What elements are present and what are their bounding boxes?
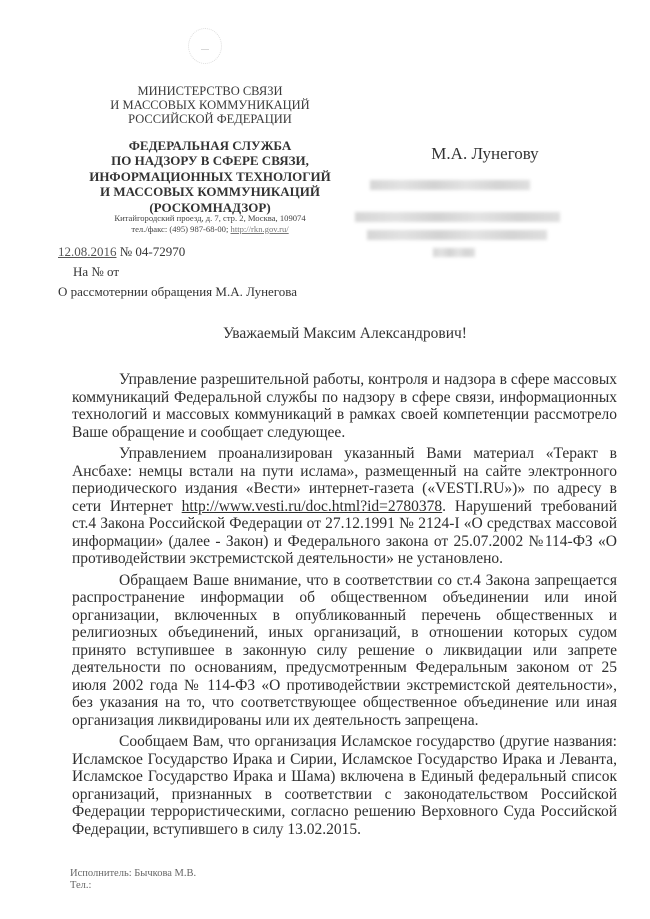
article-link[interactable]: http://www.vesti.ru/doc.html?id=2780378	[181, 497, 443, 515]
redacted-address-line	[355, 212, 560, 222]
ministry-line: И МАССОВЫХ КОММУНИКАЦИЙ	[110, 98, 310, 112]
paragraph-4: Сообщаем Вам, что организация Исламское государство (другие названия: Исламское Государство Ирака и Сирии, Исламское Государство Ирака и Леванта, Исламское Государство Ирака и Шама) включена в Единый федеральный список организаций, признанных в соответствии с законодательством Российской Федерации террористическими, согласно решению Верховного Суда Российской Федерации, вступившего в силу 13.02.2015.	[72, 733, 617, 838]
letter-body	[72, 371, 617, 842]
executor-phone: Тел.:	[70, 880, 92, 891]
paragraph-3: Обращаем Ваше внимание, что в соответствии со ст.4 Закона запрещается распространение информации об общественном объединении или иной организации, включенных в опубликованный перечень общественных и религиозных объединений, иных организаций, в отношении которых судом принято вступившее в законную силу решение о ликвидации или запрете деятельности по основаниям, предусмотренным Федеральным законом от 25 июля 2002 года № 114-ФЗ «О противодействии экстремистской деятельности», без указания на то, что соответствующее общественное объединение или иная организация ликвидированы или их деятельность запрещена.	[72, 571, 617, 729]
address-line: Китайгородский проезд, д. 7, стр. 2, Москва, 109074	[114, 213, 306, 223]
service-line: (РОСКОМНАДЗОР)	[149, 199, 271, 215]
phone-line: тел./факс: (495) 987-68-00; http://rkn.gov.ru/	[131, 223, 289, 234]
redacted-address-line	[433, 248, 475, 257]
paragraph-2: Управлением проанализирован указанный Вами материал «Теракт в Ансбахе: немцы встали на пути ислама», размещенный на сайте электронного периодического издания «Вести» интернет-газета («VESTI.RU»)» по адресу в сети Интернет http://www.vesti.ru/doc.html?id=2780378. Нарушений требований ст.4 Закона Российской Федерации от 27.12.1991 № 2124-I «О средствах массовой информации» (далее - Закон) и Федерального закона от 25.07.2002 №114-ФЗ «О противодействии экстремистской деятельности» не установлено.	[72, 445, 617, 567]
redacted-recipient-line	[370, 180, 530, 190]
ministry-name	[60, 84, 360, 126]
registration-date: 12.08.2016	[58, 244, 117, 259]
footer	[70, 868, 196, 892]
redacted-address-line	[367, 230, 547, 240]
reply-to-reference: На № от	[73, 264, 120, 279]
recipient-name: М.А. Лунегову	[431, 144, 539, 163]
paragraph-1: Управление разрешительной работы, контроля и надзора в сфере массовых коммуникаций Федеральной службы по надзору в сфере связи, информационных технологий и массовых коммуникаций в рамках своей компетенции рассмотрело Ваше обращение и сообщает следующее.	[72, 371, 617, 441]
salutation: Уважаемый Максим Александрович!	[223, 325, 467, 342]
coat-of-arms-icon	[188, 28, 222, 64]
ministry-line: РОССИЙСКОЙ ФЕДЕРАЦИИ	[128, 112, 292, 126]
letter-subject: О рассмотернии обращения М.А. Лунегова	[58, 284, 298, 299]
executor-name: Исполнитель: Бычкова М.В.	[70, 868, 197, 879]
website-link[interactable]: http://rkn.gov.ru/	[230, 223, 289, 234]
service-line: ИНФОРМАЦИОННЫХ ТЕХНОЛОГИЙ	[89, 168, 331, 184]
service-line: И МАССОВЫХ КОММУНИКАЦИЙ	[99, 184, 320, 200]
service-name	[60, 138, 360, 215]
service-line: ФЕДЕРАЛЬНАЯ СЛУЖБА	[128, 138, 292, 153]
registration-number: № 04-72970	[116, 244, 186, 259]
service-contacts	[60, 213, 360, 234]
ministry-line: МИНИСТЕРСТВО СВЯЗИ	[137, 84, 283, 98]
service-line: ПО НАДЗОРУ В СФЕРЕ СВЯЗИ,	[111, 153, 309, 169]
registration-date-number	[58, 244, 185, 260]
